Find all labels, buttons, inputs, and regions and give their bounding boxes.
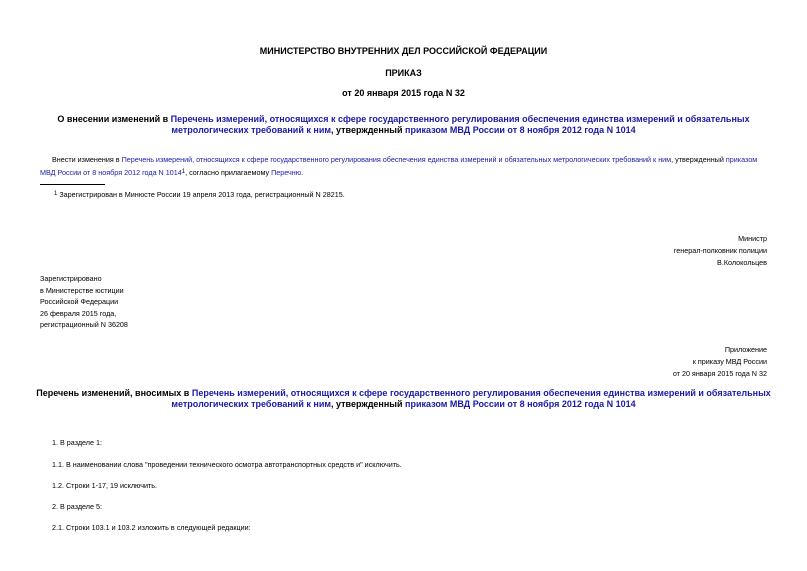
body-paragraph (40, 154, 780, 179)
signature-position: Министр (738, 234, 767, 243)
registration-block (40, 273, 340, 331)
registration-line: регистрационный N 36208 (40, 320, 128, 329)
appendix-block (467, 344, 767, 380)
p1-link-list[interactable]: Перечень измерений, относящихся к сфере государственного регулирования обеспечения единства измерений и обязательных метрологических требований к ним (121, 155, 672, 164)
registration-line: Зарегистрировано (40, 274, 102, 283)
title-link-list[interactable]: Перечень измерений, относящихся к сфере государственного регулирования обеспечения единства измерений и обязательных (170, 114, 750, 124)
doc-date-number: от 20 января 2015 года N 32 (342, 88, 465, 98)
ministry-heading: МИНИСТЕРСТВО ВНУТРЕННИХ ДЕЛ РОССИЙСКОЙ ФЕДЕРАЦИИ (259, 46, 548, 56)
p1-link-appendix[interactable]: Перечню (271, 168, 302, 177)
title-prefix: О внесении изменений в (57, 114, 171, 124)
p1-text-a: Внести изменения в (52, 155, 122, 164)
changes-title-link-order[interactable]: приказом МВД России от 8 ноября 2012 года N 1014 (405, 399, 636, 409)
title-middle: , утвержденный (331, 125, 406, 135)
p1-text-c: , согласно прилагаемому (185, 168, 272, 177)
doc-type-heading: ПРИКАЗ (385, 68, 422, 78)
list-item: 2.1. Строки 103.1 и 103.2 изложить в следующей редакции: (52, 523, 251, 532)
changes-title-middle: , утвержденный (331, 399, 406, 409)
appendix-order: к приказу МВД России (692, 357, 767, 366)
p1-link-order-a[interactable]: приказом (725, 155, 758, 164)
registration-line: 26 февраля 2015 года, (40, 308, 117, 318)
footnote (54, 188, 345, 201)
changes-title (0, 388, 807, 410)
title-link-order[interactable]: приказом МВД России от 8 ноября 2012 года N 1014 (405, 125, 636, 135)
footnote-divider (40, 184, 105, 185)
changes-title-prefix: Перечень изменений, вносимых в (36, 388, 192, 398)
changes-title-link-list[interactable]: Перечень измерений, относящихся к сфере государственного регулирования обеспечения единства измерений и обязательных (191, 388, 771, 398)
list-item: 1. В разделе 1: (52, 438, 102, 447)
signature-name: В.Колокольцев (717, 258, 767, 267)
list-item: 1.2. Строки 1-17, 19 исключить. (52, 481, 158, 490)
changes-title-link-list-cont[interactable]: метрологических требований к ним (171, 399, 332, 409)
title-link-list-cont[interactable]: метрологических требований к ним (171, 125, 332, 135)
p1-link-order-b[interactable]: МВД России от 8 ноября 2012 года N 1014 (40, 168, 182, 177)
registration-line: Российской Федерации (40, 297, 119, 306)
footnote-text: Зарегистрирован в Минюсте России 19 апреля 2013 года, регистрационный N 28215. (59, 190, 345, 199)
list-item: 2. В разделе 5: (52, 502, 102, 511)
footnote-marker: 1 (54, 191, 58, 197)
appendix-date: от 20 января 2015 года N 32 (672, 369, 767, 378)
registration-line: в Министерстве юстиции (40, 285, 124, 295)
signature-rank: генерал-полковник полиции (673, 246, 767, 255)
order-title (0, 114, 807, 136)
footnote-ref[interactable]: 1 (181, 169, 186, 175)
list-item: 1.1. В наименовании слова "проведении технического осмотра автотранспортных средств и" исключить. (52, 460, 402, 469)
p1-text-b: , утвержденный (671, 155, 726, 164)
appendix-label: Приложение (724, 345, 767, 354)
signature-block (467, 233, 767, 269)
p1-text-d: . (301, 168, 304, 177)
